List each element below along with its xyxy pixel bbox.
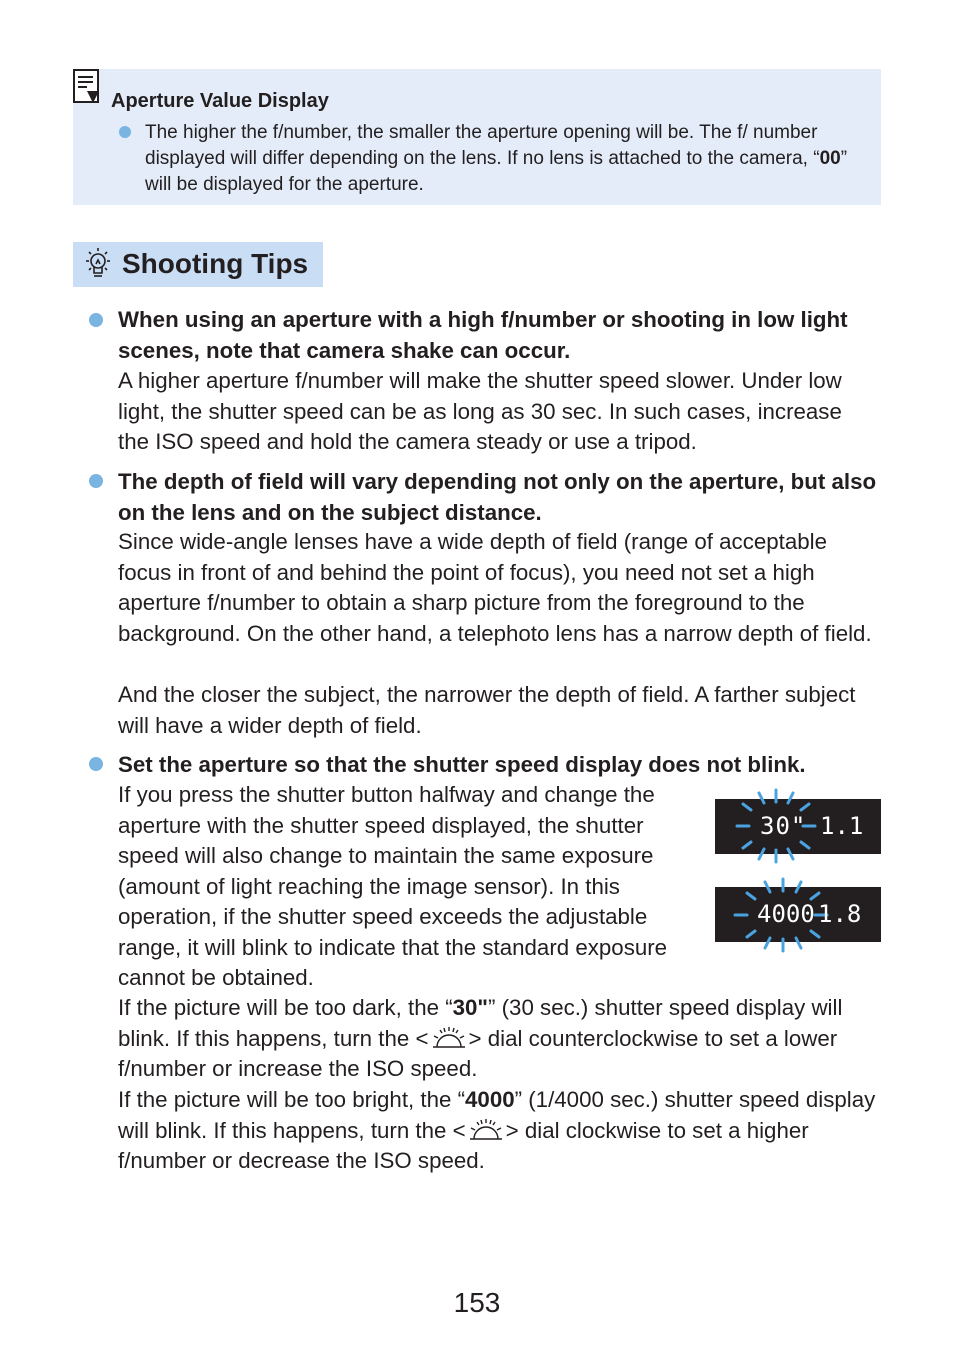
tip3-bullet: [89, 757, 103, 771]
lcd1-aperture: 1.1: [820, 812, 864, 840]
shooting-tips-title: Shooting Tips: [122, 248, 309, 279]
page-number: 153: [453, 1287, 501, 1318]
tip2-bullet: [89, 474, 103, 488]
main-dial-icon: [429, 1025, 469, 1049]
lcd2-aperture: 1.8: [818, 900, 862, 928]
note-text: The higher the f/number, the smaller the aperture opening will be. The f/ number displayed will differ depending on the lens. If no lens is attached to the camera, “00” will be displayed for the aperture.: [145, 122, 848, 195]
lcd1-shutter: 30": [760, 812, 807, 840]
tip3-body3: If the picture will be too bright, the “4000” (1/4000 sec.) shutter speed display will blink. If this happens, turn the < > dial clockwise to set a higher f/number or decrease the ISO speed.: [118, 1087, 876, 1173]
lightbulb-icon: [80, 246, 116, 282]
tip3-body1: If you press the shutter button halfway and change the aperture with the shutter speed displayed, the shutter speed will also change to maintain the same exposure (amount of light reaching the image sensor). In this operation, if the shutter speed exceeds the adjustable range, it will blink to indicate that the standard exposure cannot be obtained.: [118, 782, 668, 990]
tip1-body: A higher aperture f/number will make the shutter speed slower. Under low light, the shutter speed can be as long as 30 sec. In such cases, increase the ISO speed and hold the camera steady or use a tripod.: [118, 368, 842, 454]
note-icon: [73, 69, 101, 105]
tip1-bullet: [89, 313, 103, 327]
tip3-body2: If the picture will be too dark, the “30"” (30 sec.) shutter speed display will blink. If this happens, turn the < > dial counterclockwise to set a lower f/number or increase the ISO speed.: [118, 995, 843, 1081]
tip2-body2: And the closer the subject, the narrower the depth of field. A farther subject will have a wider depth of field.: [118, 682, 856, 738]
tip2-body1: Since wide-angle lenses have a wide depth of field (range of acceptable focus in front of and behind the point of focus), you need not set a high aperture f/number to obtain a sharp picture from the foreground to the background. On the other hand, a telephoto lens has a narrow depth of field.: [118, 529, 872, 646]
tip2-heading: The depth of field will vary depending not only on the aperture, but also on the lens and on the subject distance.: [118, 469, 877, 525]
note-title: Aperture Value Display: [111, 90, 329, 112]
tip3-heading: Set the aperture so that the shutter speed display does not blink.: [118, 752, 806, 777]
main-dial-icon: [466, 1117, 506, 1141]
lcd2-shutter: 4000: [757, 900, 815, 928]
tip1-heading: When using an aperture with a high f/number or shooting in low light scenes, note that camera shake can occur.: [118, 307, 848, 363]
note-bullet: [119, 126, 131, 138]
